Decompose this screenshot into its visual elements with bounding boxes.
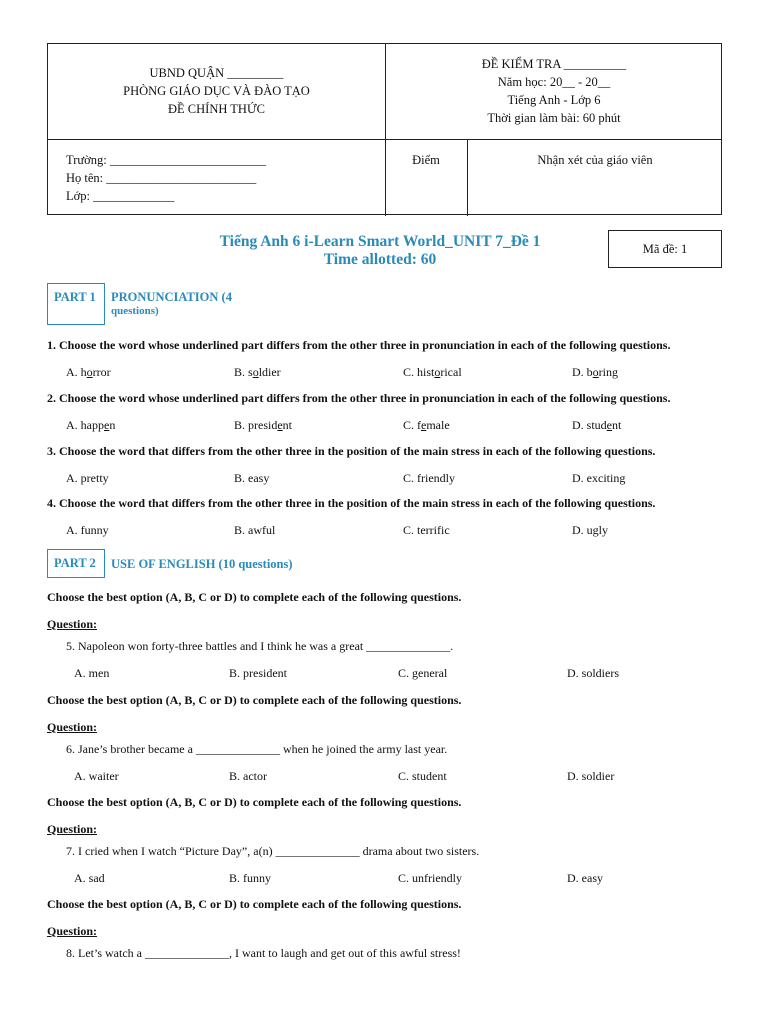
option-text: A. funny bbox=[66, 523, 109, 537]
district-line: UBND QUẬN _________ bbox=[149, 66, 284, 80]
part1-label: PART 1 bbox=[47, 283, 105, 325]
school-field: Trường: _________________________ bbox=[66, 153, 267, 167]
option-text: male bbox=[426, 418, 450, 432]
exam-code-box: Mã đề: 1 bbox=[608, 230, 722, 268]
question-stem: 8. Let’s watch a ______________, I want to laugh and get out of this awful stress! bbox=[66, 946, 461, 960]
question-label: Question: bbox=[47, 924, 98, 938]
answer-option[interactable]: A. men bbox=[74, 666, 110, 680]
option-text: D. exciting bbox=[572, 471, 626, 485]
answer-option[interactable]: D. easy bbox=[567, 871, 603, 885]
question-stem: 6. Jane’s brother became a ______________ when he joined the army last year. bbox=[66, 742, 448, 756]
underlined-letter: o bbox=[86, 365, 93, 379]
question-label: Question: bbox=[47, 822, 98, 836]
part2-label: PART 2 bbox=[47, 549, 105, 578]
title-line: Tiếng Anh 6 i-Learn Smart World_UNIT 7_Đề 1 bbox=[219, 233, 541, 250]
part1-title-a: PRONUNCIATION (4 bbox=[111, 290, 232, 304]
option-text: D. stud bbox=[572, 418, 607, 432]
part2-title: USE OF ENGLISH (10 questions) bbox=[111, 557, 293, 571]
option-text: rical bbox=[440, 365, 462, 379]
answer-option[interactable]: C. general bbox=[398, 666, 448, 680]
answer-option[interactable] bbox=[572, 418, 621, 433]
score-label: Điểm bbox=[412, 153, 440, 167]
department-line: PHÒNG GIÁO DỤC VÀ ĐÀO TẠO bbox=[123, 84, 310, 98]
question-text: 1. Choose the word whose underlined part differs from the other three in pronunciation in each of the following questions. bbox=[47, 338, 671, 352]
question-text: 3. Choose the word that differs from the other three in the position of the main stress in each of the following questions. bbox=[47, 444, 656, 458]
answer-option[interactable]: C. unfriendly bbox=[398, 871, 462, 885]
instruction-text: Choose the best option (A, B, C or D) to complete each of the following questions. bbox=[47, 590, 462, 604]
subject-line: Tiếng Anh - Lớp 6 bbox=[507, 93, 601, 107]
option-text: D. b bbox=[572, 365, 593, 379]
option-text: A. pretty bbox=[66, 471, 109, 485]
time-line: Time allotted: 60 bbox=[323, 251, 437, 268]
option-text: ldier bbox=[258, 365, 281, 379]
underlined-letter: e bbox=[104, 418, 110, 432]
instruction-text: Choose the best option (A, B, C or D) to complete each of the following questions. bbox=[47, 795, 462, 809]
option-text: C. terrific bbox=[403, 523, 450, 537]
answer-option[interactable]: D. soldier bbox=[567, 769, 615, 783]
answer-option[interactable] bbox=[66, 418, 115, 433]
answer-option[interactable] bbox=[234, 418, 292, 433]
answer-option[interactable] bbox=[572, 471, 625, 486]
answer-option[interactable] bbox=[66, 365, 111, 380]
underlined-letter: e bbox=[277, 418, 283, 432]
school-year-line: Năm học: 20__ - 20__ bbox=[497, 75, 611, 89]
underlined-letter: o bbox=[592, 365, 599, 379]
answer-option[interactable] bbox=[66, 523, 109, 538]
question-label: Question: bbox=[47, 720, 98, 734]
name-field: Họ tên: ________________________ bbox=[66, 171, 257, 185]
option-text: B. s bbox=[234, 365, 253, 379]
answer-option[interactable]: A. sad bbox=[74, 871, 105, 885]
option-text: n bbox=[109, 418, 116, 432]
header-table bbox=[47, 43, 722, 215]
underlined-letter: o bbox=[252, 365, 259, 379]
option-text: nt bbox=[612, 418, 622, 432]
answer-option[interactable] bbox=[403, 365, 462, 380]
answer-option[interactable]: D. soldiers bbox=[567, 666, 619, 680]
answer-option[interactable] bbox=[403, 523, 450, 538]
exam-line: ĐỀ KIỂM TRA __________ bbox=[481, 57, 627, 71]
answer-option[interactable] bbox=[403, 471, 455, 486]
header-right bbox=[385, 55, 723, 127]
answer-option[interactable]: B. funny bbox=[229, 871, 271, 885]
answer-option[interactable]: B. president bbox=[229, 666, 287, 680]
option-text: C. friendly bbox=[403, 471, 455, 485]
instruction-text: Choose the best option (A, B, C or D) to complete each of the following questions. bbox=[47, 693, 462, 707]
option-text: B. presid bbox=[234, 418, 278, 432]
underlined-letter: o bbox=[434, 365, 441, 379]
part1-title-b: questions) bbox=[111, 305, 159, 317]
official-line: ĐỀ CHÍNH THỨC bbox=[168, 102, 265, 116]
answer-option[interactable] bbox=[234, 523, 275, 538]
question-stem: 5. Napoleon won forty-three battles and I think he was a great ______________. bbox=[66, 639, 454, 653]
answer-option[interactable] bbox=[234, 471, 269, 486]
option-text: nt bbox=[282, 418, 293, 432]
option-text: D. ugly bbox=[572, 523, 608, 537]
option-text: C. f bbox=[403, 418, 421, 432]
underlined-letter: e bbox=[421, 418, 427, 432]
header-left bbox=[48, 64, 385, 118]
answer-option[interactable]: B. actor bbox=[229, 769, 267, 783]
option-text: A. happ bbox=[66, 418, 104, 432]
answer-option[interactable] bbox=[572, 523, 608, 538]
part1-title bbox=[111, 290, 232, 318]
instruction-text: Choose the best option (A, B, C or D) to complete each of the following questions. bbox=[47, 897, 462, 911]
duration-line: Thời gian làm bài: 60 phút bbox=[487, 111, 621, 125]
answer-option[interactable] bbox=[403, 418, 450, 433]
option-text: C. hist bbox=[403, 365, 435, 379]
divider bbox=[48, 139, 721, 140]
answer-option[interactable] bbox=[234, 365, 281, 380]
question-text: 4. Choose the word that differs from the other three in the position of the main stress in each of the following questions. bbox=[47, 496, 656, 510]
question-stem: 7. I cried when I watch “Picture Day”, a(n) ______________ drama about two sisters. bbox=[66, 844, 480, 858]
comment-label: Nhận xét của giáo viên bbox=[537, 153, 653, 167]
option-text: B. awful bbox=[234, 523, 276, 537]
question-text: 2. Choose the word whose underlined part differs from the other three in pronunciation in each of the following questions. bbox=[47, 391, 671, 405]
option-text: rror bbox=[92, 365, 111, 379]
student-info bbox=[66, 151, 266, 205]
answer-option[interactable] bbox=[66, 471, 109, 486]
option-text: ring bbox=[598, 365, 619, 379]
underlined-letter: e bbox=[606, 418, 612, 432]
class-field: Lớp: _____________ bbox=[66, 189, 175, 203]
question-label: Question: bbox=[47, 617, 98, 631]
option-text: A. h bbox=[66, 365, 87, 379]
answer-option[interactable]: A. waiter bbox=[74, 769, 119, 783]
option-text: B. easy bbox=[234, 471, 270, 485]
answer-option[interactable] bbox=[572, 365, 618, 380]
document-title bbox=[120, 233, 640, 269]
answer-option[interactable]: C. student bbox=[398, 769, 447, 783]
